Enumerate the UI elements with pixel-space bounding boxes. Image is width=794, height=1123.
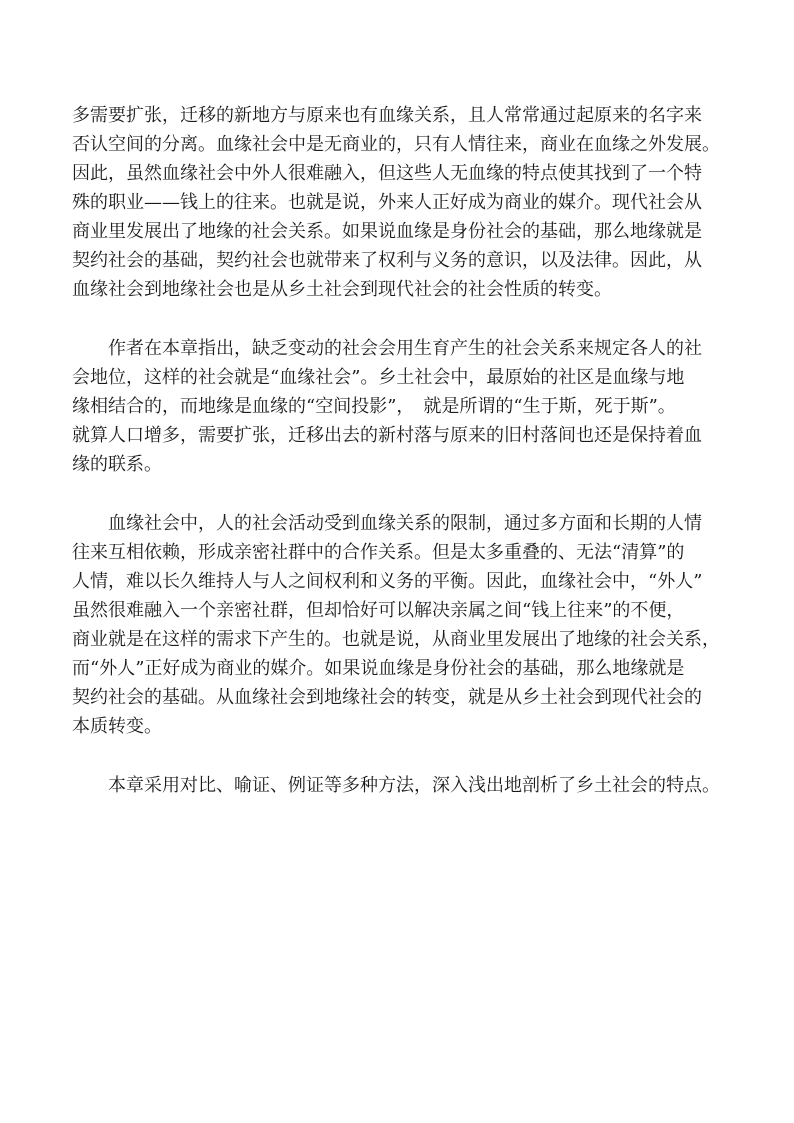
text-line: 契约社会的基础。从血缘社会到地缘社会的转变，就是从乡土社会到现代社会的	[72, 687, 702, 708]
paragraph	[72, 101, 732, 304]
document-body	[72, 101, 732, 800]
text-line: 缘相结合的，而地缘是血缘的“空间投影”， 就是所谓的“生于斯，死于斯”。	[72, 396, 676, 417]
paragraph-spacer	[72, 479, 732, 509]
text-line: 虽然很难融入一个亲密社群，但却恰好可以解决亲属之间“钱上往来”的不便，	[72, 600, 685, 621]
text-line: 因此，虽然血缘社会中外人很难融入，但这些人无血缘的特点使其找到了一个特	[72, 163, 702, 184]
text-line: 血缘社会到地缘社会也是从乡土社会到现代社会的社会性质的转变。	[72, 279, 612, 300]
text-line: 往来互相依赖，形成亲密社群中的合作关系。但是太多重叠的、无法“清算”的	[72, 542, 685, 563]
text-line: 血缘社会中，人的社会活动受到血缘关系的限制，通过多方面和长期的人情	[72, 513, 702, 534]
text-line: 作者在本章指出，缺乏变动的社会会用生育产生的社会关系来规定各人的社	[72, 338, 702, 359]
text-line: 而“外人”正好成为商业的媒介。如果说血缘是身份社会的基础，那么地缘就是	[72, 658, 685, 679]
text-line: 本质转变。	[72, 716, 162, 737]
paragraph	[72, 509, 732, 741]
text-line: 就算人口增多，需要扩张，迁移出去的新村落与原来的旧村落间也还是保持着血	[72, 425, 702, 446]
paragraph-spacer	[72, 304, 732, 334]
text-line: 多需要扩张，迁移的新地方与原来也有血缘关系，且人常常通过起原来的名字来	[72, 105, 702, 126]
text-line: 商业里发展出了地缘的社会关系。如果说血缘是身份社会的基础，那么地缘就是	[72, 221, 702, 242]
text-line: 人情，难以长久维持人与人之间权利和义务的平衡。因此，血缘社会中，“外人”	[72, 571, 703, 592]
text-line: 殊的职业——钱上的往来。也就是说，外来人正好成为商业的媒介。现代社会从	[72, 192, 702, 213]
text-line: 本章采用对比、喻证、例证等多种方法，深入浅出地剖析了乡土社会的特点。	[72, 775, 720, 796]
paragraph	[72, 771, 732, 800]
text-line: 否认空间的分离。血缘社会中是无商业的，只有人情往来，商业在血缘之外发展。	[72, 134, 720, 155]
text-line: 会地位，这样的社会就是“血缘社会”。乡土社会中，最原始的社区是血缘与地	[72, 367, 685, 388]
paragraph	[72, 334, 732, 479]
text-line: 契约社会的基础，契约社会也就带来了权利与义务的意识，以及法律。因此，从	[72, 250, 702, 271]
text-line: 缘的联系。	[72, 454, 162, 475]
text-line: 商业就是在这样的需求下产生的。也就是说，从商业里发展出了地缘的社会关系，	[72, 629, 720, 650]
paragraph-spacer	[72, 741, 732, 771]
